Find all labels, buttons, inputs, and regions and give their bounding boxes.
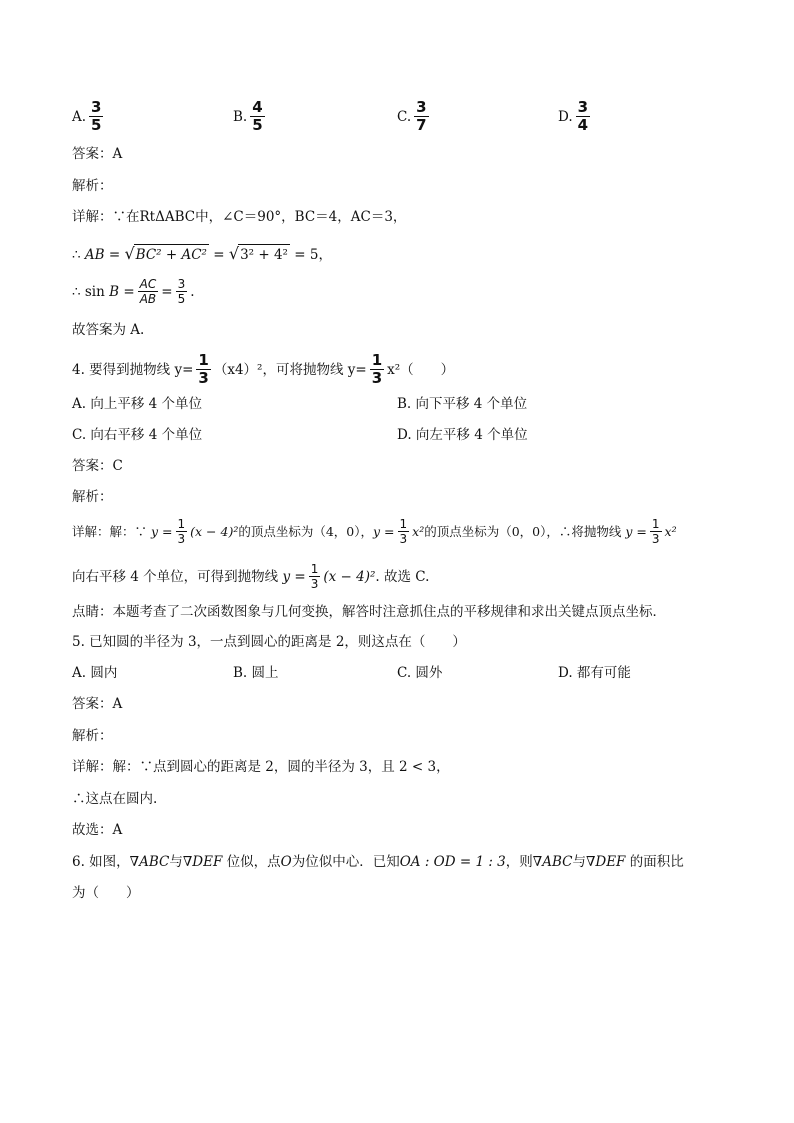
q4-remark: 点睛：本题考查了二次函数图象与几何变换，解答时注意抓住点的平移规律和求出关键点顶点坐标． [72,604,666,620]
q3-analysis-label: 解析： [72,178,113,194]
q4-stem: 4. 要得到抛物线 y= $\frac{1}{3}$ （x4）²，可将抛物线 y= $\frac{1}{3}$ x²（ ） [72,351,455,387]
q4-answer: 答案：C [72,458,123,474]
q3-option-b [233,100,268,133]
option-letter: C. [397,108,412,125]
q4-option-a: A. 向上平移 4 个单位 [72,396,203,412]
q3-answer: 答案：A [72,146,123,162]
q6-stem-line1: 6. 如图，∇ABC与∇DEF 位似，点O为位似中心．已知OA : OD = 1 : 3，则∇ABC与∇DEF 的面积比 [72,854,684,870]
q5-option-b: B. 圆上 [233,665,279,681]
q3-ab-equation: ∴ AB = √BC² + AC² = √3² + 4² = 5， [72,244,332,263]
q4-detail-line1: 详解：解：∵ y = $\frac{1}{3}$ (x − 4)² 的顶点坐标为（4，0）， y = $\frac{1}{3}$ x² 的顶点坐标为（0，0），∴将抛物线 y = $\frac{1}{3}$ x² [72,517,677,546]
q5-option-a: A. 圆内 [72,665,118,681]
fraction: $\frac{3}{4}$ [577,98,589,134]
q5-stem: 5. 已知圆的半径为 3，一点到圆心的距离是 2，则这点在（ ） [72,634,466,650]
q5-choice: 故选：A [72,822,123,838]
q4-option-c: C. 向右平移 4 个单位 [72,427,203,443]
option-letter: D. [558,108,573,125]
q3-conclusion: 故答案为 A. [72,322,145,338]
q4-option-d: D. 向左平移 4 个单位 [397,427,528,443]
q3-option-d [558,100,593,133]
q3-option-a [72,100,106,133]
fraction: $\frac{3}{5}$ [91,98,102,134]
q5-option-c: C. 圆外 [397,665,443,681]
q5-detail: 详解：解：∵点到圆心的距离是 2，圆的半径为 3，且 2 < 3， [72,759,450,775]
q5-answer: 答案：A [72,696,123,712]
fraction: $\frac{3}{7}$ [416,98,427,134]
option-letter: B. [233,108,248,125]
q5-analysis-label: 解析： [72,728,113,744]
q5-option-d: D. 都有可能 [558,665,631,681]
q3-option-c [397,100,432,133]
q4-detail-line2: 向右平移 4 个单位，可得到抛物线 y = $\frac{1}{3}$ (x − 4)² . 故选 C. [72,562,430,591]
q6-stem-line2: 为（ ） [72,885,140,901]
q4-option-b: B. 向下平移 4 个单位 [397,396,528,412]
q3-sin-equation: ∴ sin B = $\frac{AC}{AB}$ = $\frac{3}{5}$ . [72,277,195,306]
q5-therefore: ∴这点在圆内. [72,791,158,807]
q4-analysis-label: 解析： [72,489,113,505]
option-letter: A. [72,108,87,125]
fraction: $\frac{4}{5}$ [252,98,263,134]
q3-detail: 详解：∵在RtΔABC中，∠C＝90°，BC＝4，AC＝3， [72,209,407,225]
